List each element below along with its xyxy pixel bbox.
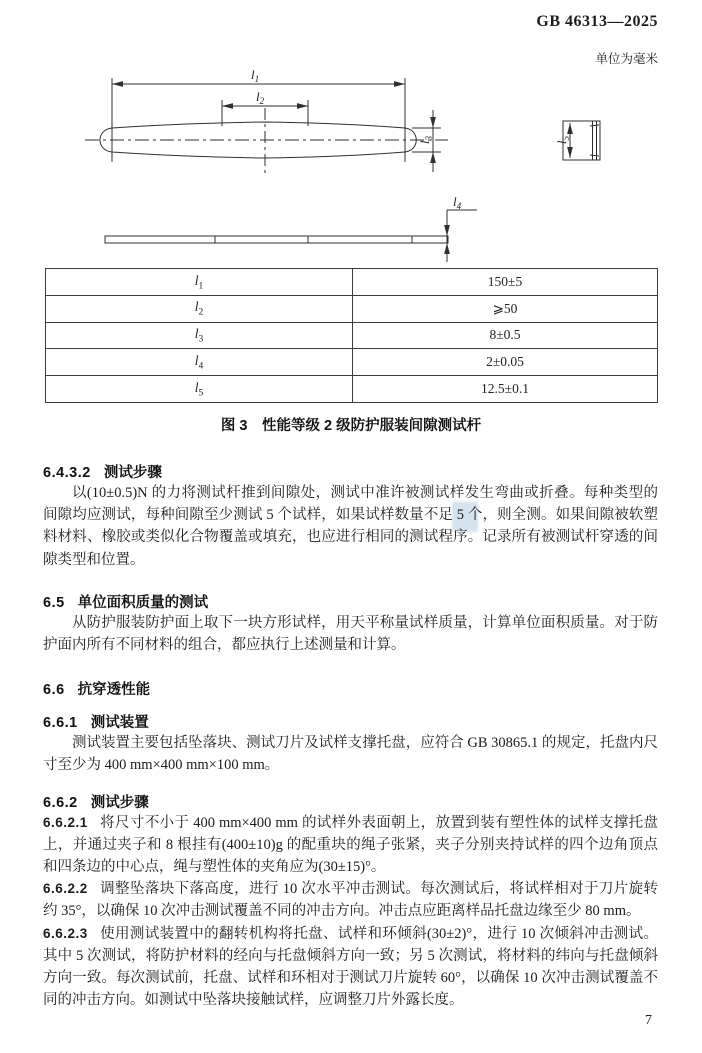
figure-test-rod-drawing bbox=[40, 62, 700, 264]
paragraph: 从防护服装防护面上取下一块方形试样，用天平称量试样质量，计算单位面积质量。对于防护面内所有不同材料的组合，都应执行上述测量和计算。 bbox=[43, 614, 658, 654]
dim-label-l2: $l_2$ bbox=[255, 89, 265, 106]
dim-label-l3: $l_3$ bbox=[417, 135, 434, 145]
table-row: $l_2$ ⩾50 bbox=[46, 295, 658, 322]
heading-6-6: 6.6 抗穿透性能 bbox=[43, 682, 151, 699]
table-value: ⩾50 bbox=[353, 295, 658, 322]
table-row: $l_1$ 150±5 bbox=[46, 269, 658, 296]
unit-note: 单位为毫米 bbox=[595, 52, 658, 66]
dim-label-l5: $l_5$ bbox=[554, 135, 571, 145]
clause-6-6-2-2: 6.6.2.2 调整坠落块下落高度，进行 10 次水平冲击测试。每次测试后，将试样相对于刀片旋转约 35°，以确保 10 次冲击测试覆盖不同的冲击方向。冲击点应距离样品托盘边缘至少 80 mm。 bbox=[43, 881, 658, 920]
table-value: 2±0.05 bbox=[353, 349, 658, 376]
table-row: $l_5$ 12.5±0.1 bbox=[46, 376, 658, 403]
table-row: $l_3$ 8±0.5 bbox=[46, 322, 658, 349]
test-rod-diagram bbox=[40, 62, 700, 264]
heading-6-4-3-2: 6.4.3.2 测试步骤 bbox=[43, 465, 162, 481]
heading-6-6-1: 6.6.1 测试装置 bbox=[43, 715, 149, 732]
paragraph: 以(10±0.5)N 的力将测试杆推到间隙处，测试中准许被测试样发生弯曲或折叠。每种类型的间隙均应测试，每种间隙至少测试 5 个试样，如果试样数量不足 5 个，则全测。如果间隙被软塑料材料、橡胶或类似化合物覆盖或填充，也应进行相同的测试程序。记录所有被测试杆穿透的间隙类型和位置。 bbox=[43, 485, 658, 568]
figure-caption: 图 3 性能等级 2 级防护服装间隙测试杆 bbox=[220, 418, 482, 434]
table-value: 12.5±0.1 bbox=[353, 376, 658, 403]
dim-label-l4: $l_4$ bbox=[453, 194, 462, 211]
paragraph: 测试装置主要包括坠落块、测试刀片及试样支撑托盘，应符合 GB 30865.1 的规定，托盘内尺寸至少为 400 mm×400 mm×100 mm。 bbox=[43, 735, 658, 774]
page-number: 7 bbox=[645, 1013, 652, 1028]
standard-number: GB 46313—2025 bbox=[536, 13, 658, 30]
table-value: 8±0.5 bbox=[353, 322, 658, 349]
clause-6-6-2-1: 6.6.2.1 将尺寸不小于 400 mm×400 mm 的试样外表面朝上，放置到装有塑性体的试样支撑托盘上，并通过夹子和 8 根挂有(400±10)g 的配重块的绳子张紧，夹子分别夹持试样的四个边角顶点和四条边的中心点，绳与塑性体的夹角应为(30±15)°。 bbox=[43, 814, 658, 876]
clause-6-6-2-3: 6.6.2.3 使用测试装置中的翻转机构将托盘、试样和环倾斜(30±2)°，进行 10 次倾斜冲击测试。其中 5 次测试，将防护材料的经向与托盘倾斜方向一致；另 5 次测试，将材料的纬向与托盘倾斜方向一致。每次测试前，托盘、试样和环相对于测试刀片旋转 60°，以确保 10 次冲击测试覆盖不同的冲击方向。如测试中坠落块接触试样，应调整刀片外露长度。 bbox=[43, 925, 658, 1009]
table-row: $l_4$ 2±0.05 bbox=[46, 349, 658, 376]
heading-6-6-2: 6.6.2 测试步骤 bbox=[43, 794, 149, 811]
table-value: 150±5 bbox=[353, 269, 658, 296]
heading-6-5: 6.5 单位面积质量的测试 bbox=[43, 594, 209, 611]
dim-label-l1: $l_1$ bbox=[250, 67, 260, 84]
body-content bbox=[43, 455, 658, 1011]
dimension-table bbox=[45, 268, 658, 403]
